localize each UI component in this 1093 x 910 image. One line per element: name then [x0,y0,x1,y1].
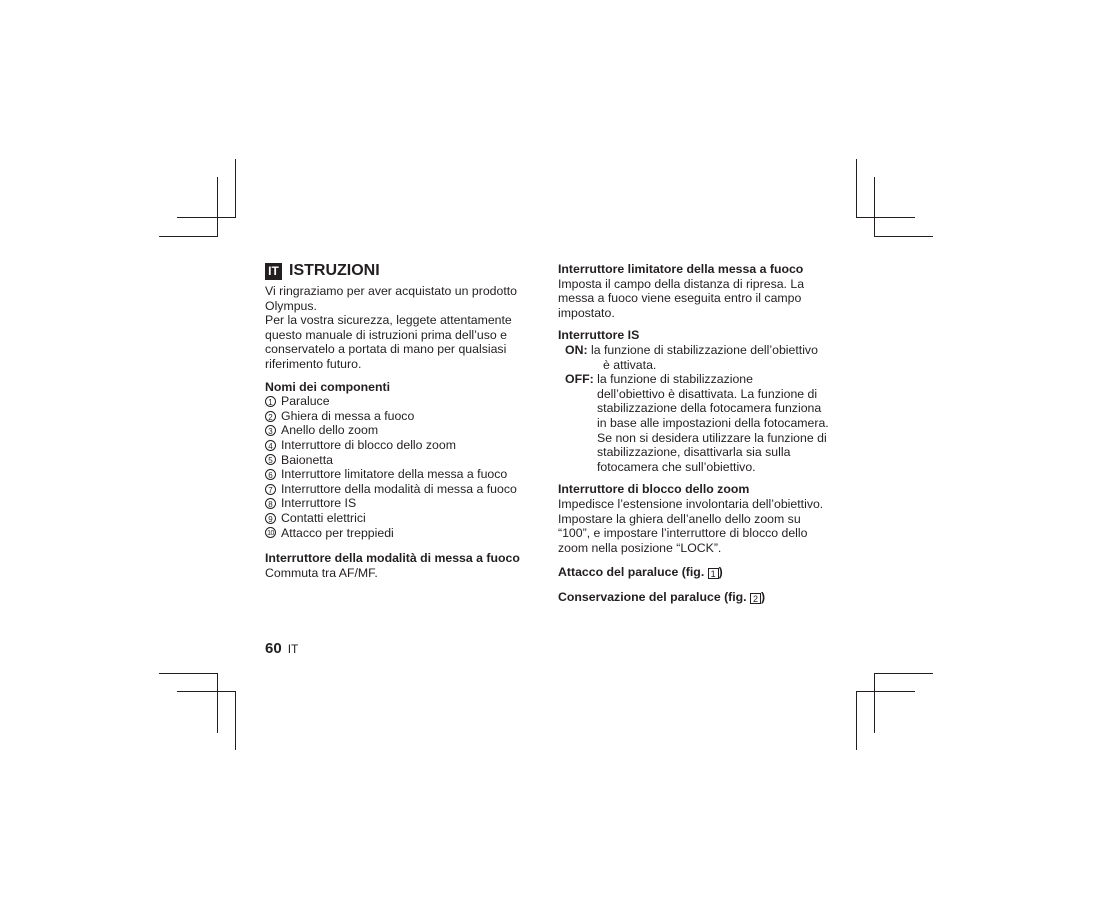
hood-store-heading [558,590,833,605]
number-circle-icon: 2 [265,411,276,422]
component-label: Interruttore IS [281,496,357,511]
focus-mode-section [265,551,535,580]
is-on-text: la funzione di stabilizzazione dell’obiettivo [590,342,818,357]
focus-limiter-text: Imposta il campo della distanza di ripresa. La messa a fuoco viene eseguita entro il campo impostato. [558,276,805,320]
component-label: Interruttore di blocco dello zoom [281,437,456,452]
hood-store-close: ) [761,589,766,604]
page-title: ISTRUZIONI [289,262,380,279]
intro-paragraph-1: Vi ringraziamo per aver acquistato un prodotto Olympus. [265,284,518,313]
crop-mark [856,691,857,750]
components-heading: Nomi dei componenti [265,379,391,394]
number-circle-icon: 1 [265,396,276,407]
list-item [265,409,535,424]
page-number: 60 [265,640,282,657]
list-item [265,423,535,438]
number-circle-icon: 5 [265,454,276,465]
hood-store-label: Conservazione del paraluce (fig. [558,589,751,604]
component-label: Interruttore limitatore della messa a fuoco [281,467,508,482]
hood-attach-label: Attacco del paraluce (fig. [558,565,708,580]
component-label: Attacco per treppiedi [281,525,394,540]
is-off-text-cont: dell’obiettivo è disattivata. La funzione di stabilizzazione della fotocamera funziona in base alle impostazioni della fotocamera. Se non si desidera utilizzare la funzione di stabilizzazione, disattivarla sia sulla fotocamera che sull’obiettivo. [597,386,829,474]
crop-mark [177,691,236,692]
crop-mark [874,673,875,733]
list-item [265,467,535,482]
number-circle-icon: 10 [265,527,276,538]
is-switch-heading: Interruttore IS [558,328,640,343]
crop-mark [159,673,218,674]
is-off-row [558,372,833,387]
crop-mark [874,673,933,674]
list-item [265,394,535,409]
left-column [265,262,535,580]
crop-mark [177,217,236,218]
crop-mark [235,159,236,218]
components-list [265,394,535,540]
number-circle-icon: 4 [265,440,276,451]
is-switch-section [558,328,833,474]
crop-mark [159,236,218,237]
zoom-lock-text: Impedisce l’estensione involontaria dell’obiettivo. Impostare la ghiera dell’anello dello zoom su “100”, e impostare l’interruttore di blocco dello zoom nella posizione “LOCK”. [558,496,824,555]
figure-ref-icon: 2 [750,593,761,604]
component-label: Interruttore della modalità di messa a fuoco [281,481,517,496]
component-label: Baionetta [281,452,333,467]
crop-mark [856,691,915,692]
list-item [265,482,535,497]
component-label: Anello dello zoom [281,423,379,438]
hood-attach-close: ) [718,565,723,580]
components-section [265,380,535,541]
number-circle-icon: 7 [265,484,276,495]
list-item [265,496,535,511]
number-circle-icon: 6 [265,469,276,480]
focus-limiter-heading: Interruttore limitatore della messa a fuoco [558,262,804,276]
intro-paragraph-2: Per la vostra sicurezza, leggete attentamente questo manuale di istruzioni prima dell’uso e conservatelo a portata di mano per qualsiasi riferimento futuro. [265,313,512,371]
figure-ref-icon: 1 [708,568,719,579]
component-label: Paraluce [281,394,330,409]
page-footer [265,640,298,657]
crop-mark [235,691,236,750]
is-off-key: OFF: [565,372,594,387]
list-item [265,526,535,541]
focus-mode-heading: Interruttore della modalità di messa a fuoco [265,551,520,566]
focus-mode-text: Commuta tra AF/MF. [265,565,378,580]
crop-mark [874,177,875,237]
is-on-text-cont: è attivata. [603,357,657,372]
number-circle-icon: 3 [265,425,276,436]
list-item [265,511,535,526]
hood-attach-heading [558,565,833,580]
title-row [265,262,535,280]
number-circle-icon: 9 [265,513,276,524]
footer-language: IT [287,642,299,656]
crop-mark [856,159,857,218]
zoom-lock-heading: Interruttore di blocco dello zoom [558,482,750,497]
zoom-lock-section [558,482,833,555]
focus-limiter-section [558,262,833,320]
crop-mark [217,177,218,237]
is-on-key: ON: [565,342,588,357]
crop-mark [874,236,933,237]
is-off-text: la funzione di stabilizzazione [597,372,753,387]
component-label: Ghiera di messa a fuoco [281,408,415,423]
crop-mark [856,217,915,218]
language-badge: IT [265,263,282,280]
right-column [558,262,833,604]
is-on-row [558,343,833,358]
number-circle-icon: 8 [265,498,276,509]
crop-mark [217,673,218,733]
component-label: Contatti elettrici [281,510,366,525]
list-item [265,453,535,468]
list-item [265,438,535,453]
